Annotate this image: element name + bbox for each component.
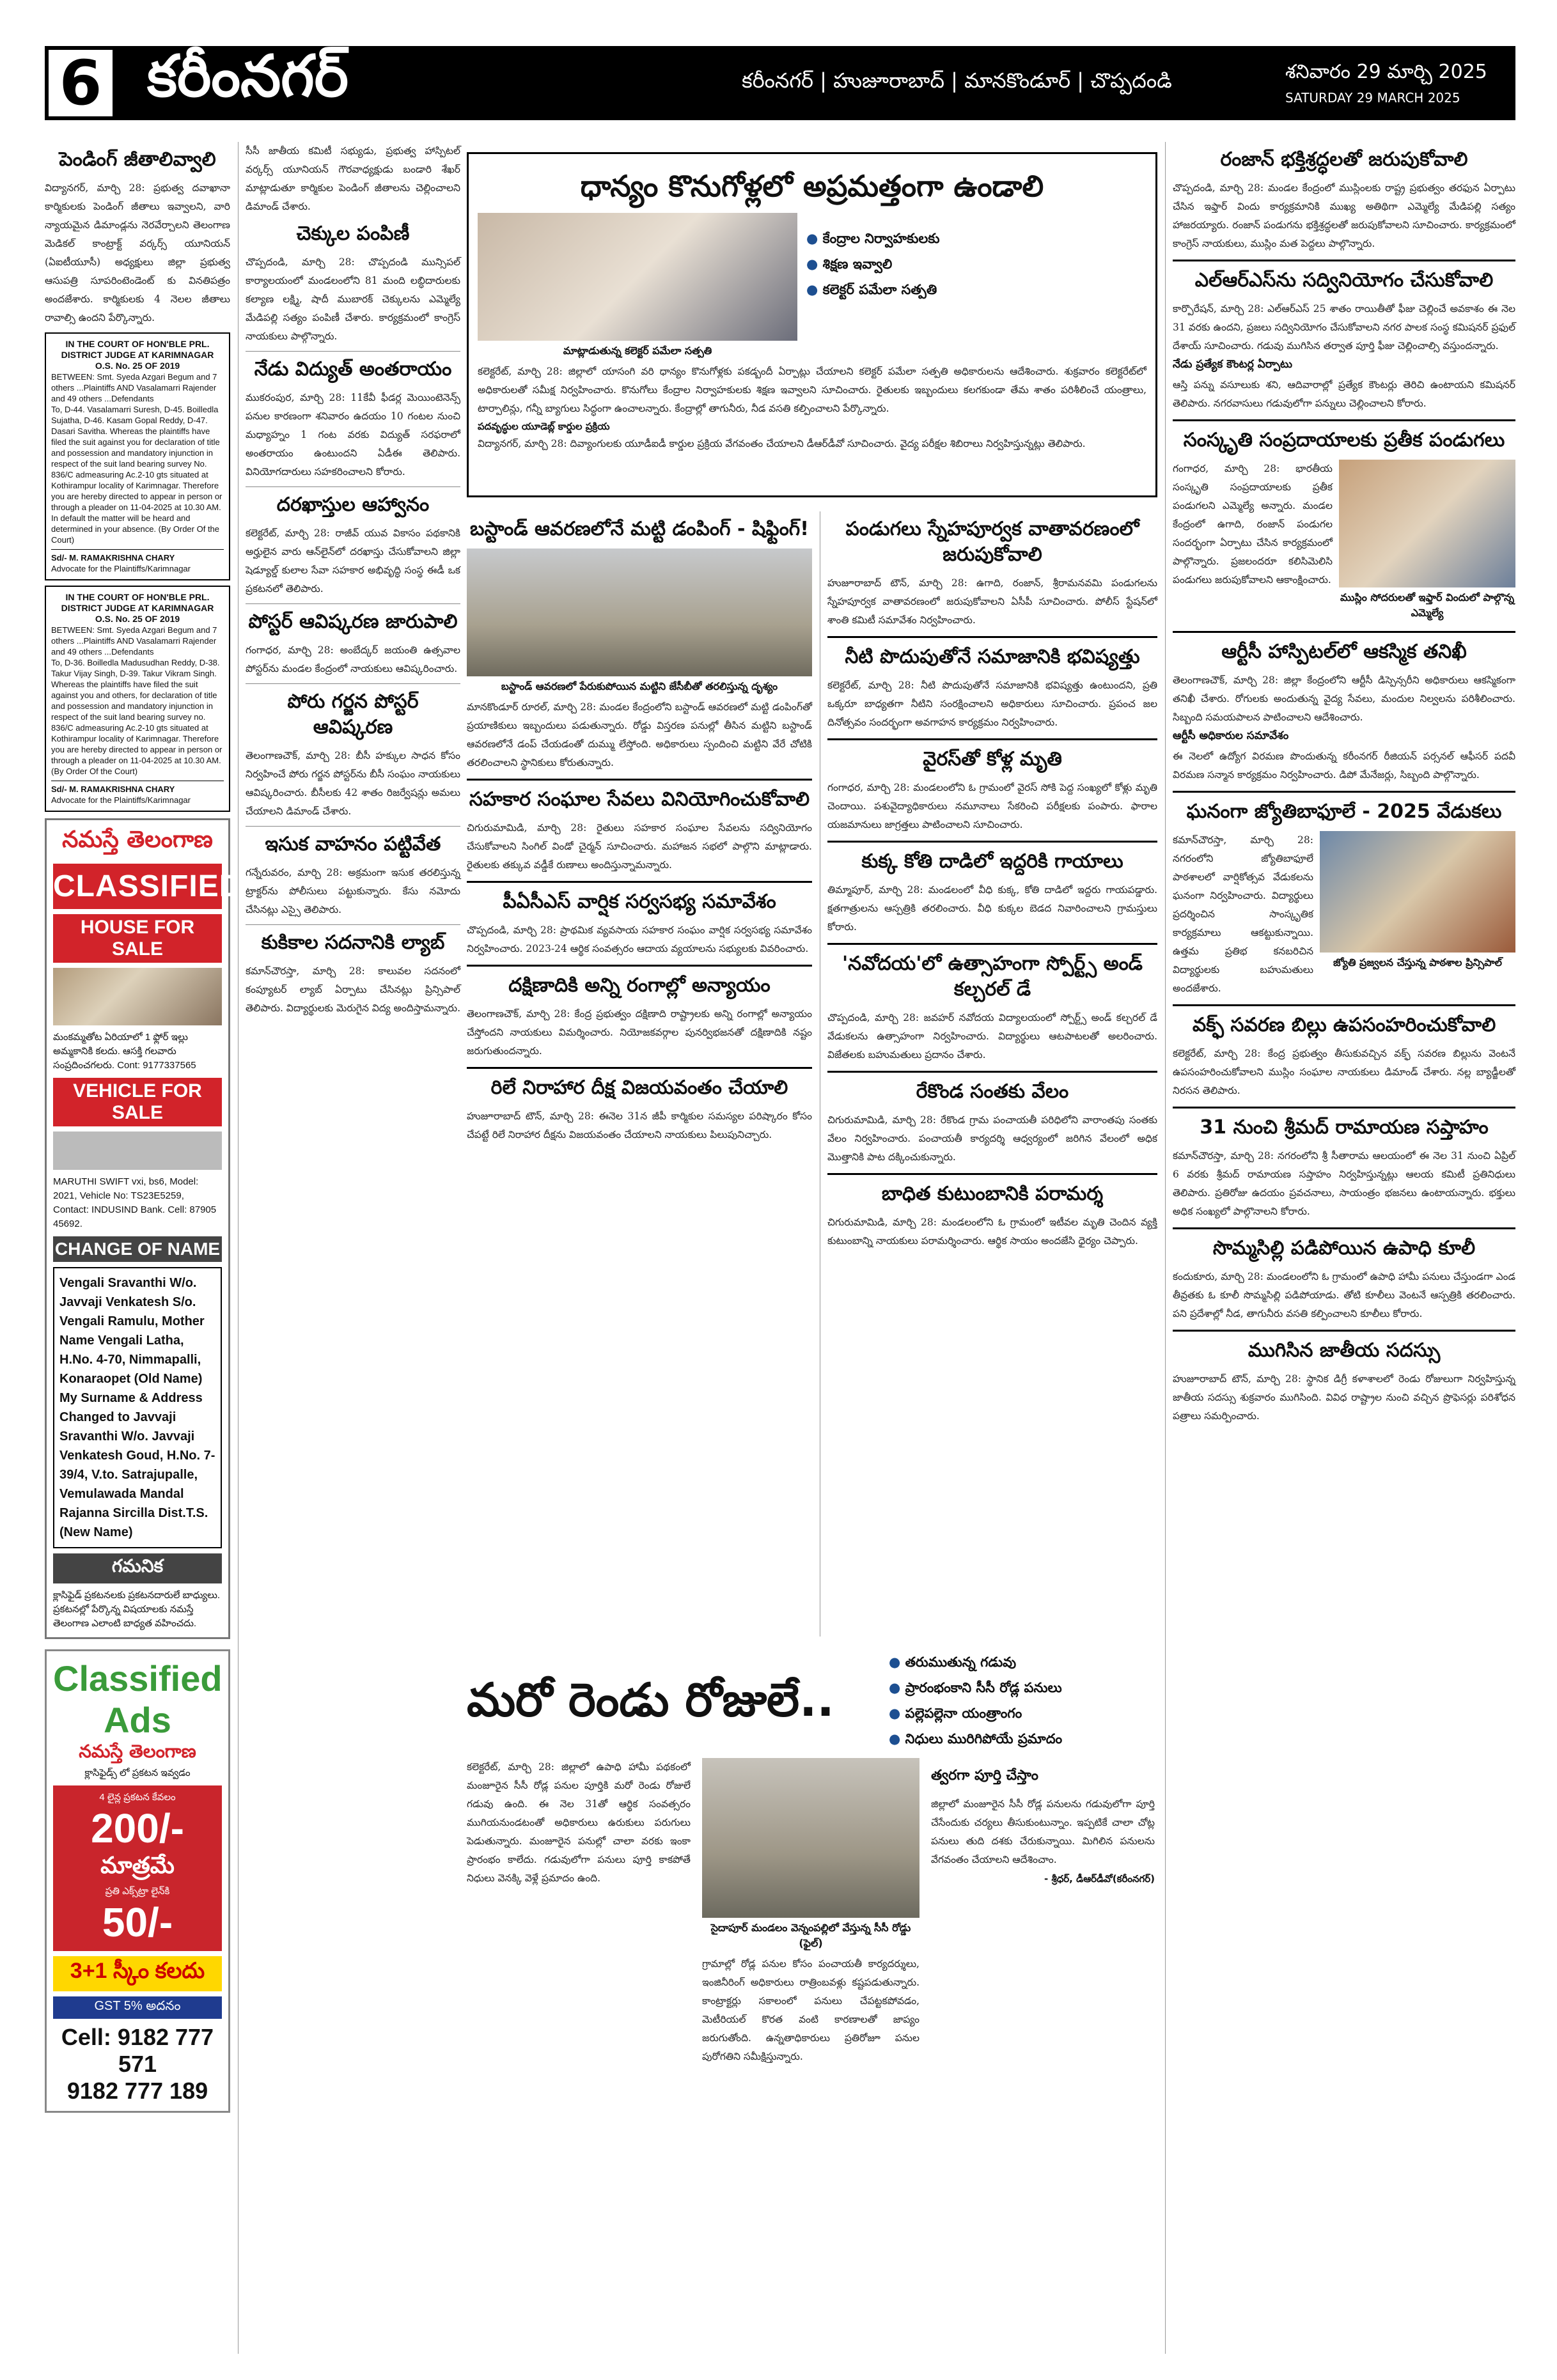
story-headline: 31 నుంచి శ్రీమద్ రామాయణ సప్తాహం [1200, 1116, 1489, 1139]
divider [246, 683, 460, 684]
story-body: చొప్పదండి, మార్చి 28: జవహర్ నవోదయ విద్యాలయంలో స్పోర్ట్స్ అండ్ కల్చరల్ డే వేడుకలను ఉత్సాహంగా నిర్వహించారు. విద్యార్థులు ఆటపాటలతో అలరించారు. విజేతలకు బహుమతులు ప్రదానం చేశారు. [827, 1012, 1157, 1061]
court-body: To, D-36. Boilledla Madusudhan Reddy, D-38. Takur Vijay Singh, D-39. Takur Vikram Singh. Whereas the plaintiffs have filed the suit against you and others, for declaration of title and possession and mandatory injunction in respect of the suit land bearing survey no. 836/C admeasuring Ac.2-10 gts situated at Kothirampur locality of Karimnagar. Therefore you are hereby directed to appear in person or through a pleader on 11-04-2025 at 10.30 AM. (By Order Of the Court) [51, 658, 223, 776]
gst-note: GST 5% అదనం [53, 1996, 222, 2019]
story-headline: వైరస్‌తో కోళ్ల మృతి [923, 748, 1062, 770]
divider [1173, 260, 1515, 261]
price-value: 200/- [91, 1805, 184, 1851]
story-body: తెలంగాణచౌక్, మార్చి 28: బీసీ హక్కుల సాధన కోసం నిర్వహించే పోరు గర్జన పోస్టర్‌ను బీసీ సంఘం నాయకులు ఆవిష్కరించారు. బీసీలకు 42 శాతం రిజర్వేషన్లు అమలు చేయాలని డిమాండ్ చేశారు. [246, 750, 460, 817]
divider [467, 779, 812, 781]
divider [246, 486, 460, 487]
story-body: ఆస్తి పన్ను వసూలుకు శని, ఆదివారాల్లో ప్రత్యేక కౌంటర్లు తెరిచి ఉంటాయని కమిషనర్ తెలిపారు. నగరవాసులు గడువులోగా పన్నులు చెల్లించాలని కోరారు. [1173, 379, 1515, 409]
divider [827, 841, 1157, 843]
section-title: కరీంనగర్ [147, 42, 348, 110]
story-headline: ఎల్ఆర్ఎస్‌ను సద్వినియోగం చేసుకోవాలి [1194, 269, 1494, 292]
bullet-item: ● శిక్షణ ఇవ్వాలి [806, 251, 1011, 277]
masthead [45, 42, 1515, 120]
column-divider [238, 142, 239, 2354]
story-headline: కుక్క కోతి దాడిలో ఇద్దరికి గాయాలు [861, 850, 1123, 873]
photo-caption: బస్టాండ్ ఆవరణలో పేరుకుపోయిన మట్టిని జేసీబీతో తరలిస్తున్న దృశ్యం [501, 680, 778, 692]
story-body: గంగాధర, మార్చి 28: అంబేద్కర్ జయంతి ఉత్సవాల పోస్టర్‌ను మండల కేంద్రంలో నాయకులు ఆవిష్కరించారు. [246, 644, 460, 674]
court-signature: Sd/- M. RAMAKRISHNA CHARY [51, 549, 224, 563]
story-headline: కుకికాల సదనానికి ల్యాబ్ [261, 931, 445, 954]
note-text: క్లాసిఫైడ్ ప్రకటనలకు ప్రకటనదారులే బాధ్యులు. ప్రకటనల్లో పేర్కొన్న విషయాలకు నమస్తే తెలంగాణ ఎలాంటి బాధ్యత వహించదు. [53, 1590, 221, 1629]
story-body: హుజూరాబాద్ టౌన్, మార్చి 28: స్థానిక డిగ్రీ కళాశాలలో రెండు రోజులుగా నిర్వహిస్తున్న జాతీయ సదస్సు శుక్రవారం ముగిసింది. వివిధ రాష్ట్రాల నుంచి వచ్చిన ప్రొఫెసర్లు పరిశోధన పత్రాలు సమర్పించారు. [1173, 1373, 1515, 1422]
story-body: చొప్పదండి, మార్చి 28: మండల కేంద్రంలో ముస్లింలకు రాష్ట్ర ప్రభుత్వం తరఫున ఏర్పాటు చేసిన ఇఫ్తార్ విందు కార్యక్రమానికి ముఖ్య అతిథిగా ఎమ్మెల్యే మేడిపల్లి సత్యం హాజరయ్యారు. రంజాన్ పండుగను భక్తిశ్రద్ధలతో జరుపుకోవాలని సూచించారు. కార్యక్రమంలో కాంగ్రెస్ నాయకులు, ముస్లిం మత పెద్దలు పాల్గొన్నారు. [1173, 182, 1515, 249]
promo-subtitle: క్లాసిఫైడ్స్ లో ప్రకటన ఇవ్వడం [84, 1768, 191, 1778]
bullet-item: ● పల్లెపల్లెనా యంత్రాంగం [889, 1700, 1157, 1726]
divider [827, 738, 1157, 740]
story-headline: పోస్టర్ ఆవిష్కరణ జారుపాలి [248, 611, 458, 633]
story-body: చిగురుమామిడి, మార్చి 28: రైతులు సహకార సంఘాల సేవలను సద్వినియోగం చేసుకోవాలని సింగిల్ విండో చైర్మన్ సూచించారు. మహాజన సభలో పాల్గొని మాట్లాడారు. రైతులకు తక్కువ వడ్డీకే రుణాలు అందిస్తున్నామన్నారు. [467, 822, 812, 871]
story-headline: పీఏసీఎస్ వార్షిక సర్వసభ్య సమావేశం [503, 891, 776, 913]
lead-story [467, 152, 1157, 497]
classified-box [45, 818, 242, 1639]
section-subtitle: కరీంనగర్ | హుజూరాబాద్ | మానకొండూర్ | చొప్పదండి [742, 68, 1172, 93]
school-event-photo [1320, 831, 1515, 953]
story-headline: ఇసుక వాహనం పట్టివేత [265, 833, 441, 855]
story-headline: పోరు గర్జన పోస్టర్ ఆవిష్కరణ [287, 690, 419, 738]
bullet-item: ● కేంద్రాల నిర్వాహకులకు [806, 226, 1011, 251]
story-body: కమాన్‌చౌరస్తా, మార్చి 28: నగరంలోని జ్యోతిబాఫూలే పాఠశాలలో వార్షికోత్సవ వేడుకలను ఘనంగా నిర్వహించారు. విద్యార్థులు ప్రదర్శించిన సాంస్కృతిక కార్యక్రమాలు ఆకట్టుకున్నాయి. ఉత్తమ ప్రతిభ కనబరిచిన విద్యార్థులకు బహుమతులు అందజేశారు. [1173, 834, 1313, 994]
extra-line-price: 50/- [102, 1899, 173, 1945]
story-body: ఈ నెలలో ఉద్యోగ విరమణ పొందుతున్న కరీంనగర్ రీజియన్ పర్సనల్ ఆఫీసర్ పదవీ విరమణ సన్మాన కార్యక్రమం నిర్వహించారు. డిపో మేనేజర్లు, సిబ్బంది పాల్గొన్నారు. [1173, 751, 1515, 781]
story-headline: నీటి పొదుపుతోనే సమాజానికి భవిష్యత్తు [845, 646, 1140, 668]
court-title: IN THE COURT OF HON'BLE PRL. DISTRICT JUDGE AT KARIMNAGAR [61, 592, 214, 613]
story-headline: 'నవోదయ'లో ఉత్సాహంగా స్పోర్ట్స్ అండ్ కల్చరల్ డే [841, 953, 1143, 1000]
story-body: కార్పొరేషన్, మార్చి 28: ఎల్ఆర్ఎస్ 25 శాతం రాయితీతో ఫీజు చెల్లించే అవకాశం ఈ నెల 31 వరకు ఉందని, ప్రజలు సద్వినియోగం చేసుకోవాలని నగర పాలక సంస్థ కమిషనర్ ప్రఫుల్ దేశాయ్ సూచించారు. గడువు ముగిసిన తర్వాత పూర్తి ఫీజు చెల్లించాల్సి వస్తుందన్నారు. [1173, 303, 1515, 352]
bullet-item: ● ప్రారంభంకాని సీసీ రోడ్ల పనులు [889, 1675, 1157, 1700]
car-photo [53, 1132, 222, 1170]
story-body: తిమ్మాపూర్, మార్చి 28: మండలంలో వీధి కుక్క, కోతి దాడిలో ఇద్దరు గాయపడ్డారు. క్షతగాత్రులను ఆస్పత్రికి తరలించారు. వీధి కుక్కల బెడద నివారించాలని గ్రామస్తులు కోరారు. [827, 884, 1157, 933]
story-body: గంగాధర, మార్చి 28: మండలంలోని ఓ గ్రామంలో వైరస్ సోకి పెద్ద సంఖ్యలో కోళ్లు మృతి చెందాయి. పశువైద్యాధికారులు నమూనాలు సేకరించి పరీక్షలకు పంపారు. ఫారాల యజమానులు జాగ్రత్తలు పాటించాలని సూచించారు. [827, 782, 1157, 830]
classified-banner: CLASSIFIED [53, 864, 222, 909]
divider [1173, 1107, 1515, 1108]
story-headline: దరఖాస్తుల ఆహ్వానం [276, 494, 430, 516]
court-role: Advocate for the Plaintiffs/Karimnagar [51, 564, 191, 573]
court-parties: BETWEEN: Smt. Syeda Azgari Begum and 7 others ...Plaintiffs AND Vasalamarri Rajender and 49 others ...Defendants [51, 625, 217, 657]
court-os: O.S. No. 25 OF 2019 [95, 361, 180, 371]
change-of-name-text: Vengali Sravanthi W/o. Javvaji Venkatesh S/o. Vengali Ramulu, Mother Name Vengali Latha, H.No. 4-70, Nimmapalli, Konaraopet (Old Name) My Surname & Address Changed to Javvaji Sravanthi W/o. Javvaji Venkatesh Goud, H.No. 7-39/4, V.to. Satrajupalle, Vemulawada Mandal Rajanna Sircilla Dist.T.S. (New Name) [53, 1267, 222, 1548]
court-notice [45, 332, 230, 580]
extra-line-label: ప్రతి ఎక్స్‌ట్రా లైన్‌కి [105, 1886, 170, 1897]
sub-headline: పదవృద్ధుల యూడెబ్ల్ కార్డుల ప్రక్రియ [478, 421, 610, 432]
sub-body: జిల్లాలో మంజూరైన సీసీ రోడ్ల పనులను గడువులోగా పూర్తి చేసేందుకు చర్యలు తీసుకుంటున్నాం. ఇప్పటికే చాలా చోట్ల పనులు తుది దశకు చేరుకున్నాయి. మిగిలిన పనులను వేగవంతం చేయాలని ఆదేశించాం. [931, 1798, 1155, 1865]
house-ad-text: మంకమ్మతోట ఏరియాలో 1 ఫ్లోర్ ఇల్లు అమ్మకానికి కలదు. ఆసక్తి గలవారు సంప్రదించగలరు. Cont: 9177337565 [53, 1032, 196, 1071]
court-body: To, D-44. Vasalamarri Suresh, D-45. Boilledla Sujatha, D-46. Kasam Gopal Reddy, D-47. Dasari Savitha. Whereas the plaintiffs have filed the suit against you for declaration of title and possession and mandatory injunction in respect of the suit land bearing survey No. 836/C admeasuring Ac.2-10 gts situated at Kothirampur locality of Karimnagar. Therefore you are hereby directed to appear in person or through a pleader on 11-04-2025 at 10.30 AM. In default the matter will be heard and determined in your absence. (By Order Of the Court) [51, 405, 223, 545]
classified-ads-logo: Classified Ads [53, 1658, 223, 1740]
divider [246, 351, 460, 352]
divider [246, 826, 460, 827]
story-body: గన్నేరువరం, మార్చి 28: అక్రమంగా ఇసుక తరలిస్తున్న ట్రాక్టర్‌ను పోలీసులు పట్టుకున్నారు. కేసు నమోదు చేసినట్లు ఎస్సై తెలిపారు. [246, 867, 460, 915]
story-headline: సొమ్మసిల్లి పడిపోయిన ఉపాధి కూలీ [1212, 1237, 1476, 1259]
court-signature: Sd/- M. RAMAKRISHNA CHARY [51, 781, 224, 795]
cc-road-photo [702, 1758, 919, 1918]
story-body: గ్రామాల్లో రోడ్ల పనుల కోసం పంచాయతీ కార్యదర్శులు, ఇంజినీరింగ్ అధికారులు రాత్రింబవళ్లు కష్టపడుతున్నారు. కాంట్రాక్టర్లు సకాలంలో పనులు చేపట్టకపోవడం, మెటీరియల్ కొరత వంటి కారణాలతో జాప్యం జరుగుతోంది. ఉన్నతాధికారులు ప్రతిరోజూ పనుల పురోగతిని సమీక్షిస్తున్నారు. [702, 1958, 919, 2062]
column-briefs [246, 142, 460, 1018]
story-body: కలెక్టరేట్, మార్చి 28: కేంద్ర ప్రభుత్వం తీసుకువచ్చిన వక్ఫ్ సవరణ బిల్లును వెంటనే ఉపసంహరించుకోవాలని ముస్లిం సంఘాల నాయకులు డిమాండ్ చేశారు. నల్ల బ్యాడ్జీలతో నిరసన తెలిపారు. [1173, 1048, 1515, 1096]
byline: - శ్రీధర్, డీఆర్‌డీవో(కరీంనగర్) [1044, 1873, 1155, 1885]
story-headline: దక్షిణాదికి అన్ని రంగాల్లో అన్యాయం [508, 974, 771, 997]
story-headline: బాధిత కుటుంబానికి పరామర్శ [881, 1183, 1104, 1205]
divider [1173, 1227, 1515, 1229]
price-suffix: మాత్రమే [100, 1852, 175, 1878]
story-headline: ముగిసిన జాతీయ సదస్సు [1248, 1339, 1441, 1362]
story-headline: పెండింగ్ జీతాలివ్వాలి [59, 148, 216, 171]
story-body: విద్యానగర్, మార్చి 28: ప్రభుత్వ దవాఖానా కార్మికులకు పెండింగ్ జీతాలు ఇవ్వాలని, వారి న్యాయమైన డిమాండ్లను నెరవేర్చాలని తెలంగాణ మెడికల్ కాంట్రాక్ట్ వర్కర్స్ యూనియన్ (ఏఐటీయూసీ) అధ్యక్షులు జిల్లా ప్రభుత్వ ఆసుపత్రి సూపరింటెండెంట్ కు వినతిపత్రం అందజేశారు. కార్మికులకు 4 నెలల జీతాలు రావాల్సి ఉందని పేర్కొన్నారు. [45, 182, 230, 323]
namasthe-telangana-logo: నమస్తే తెలంగాణ [62, 827, 213, 853]
court-title: IN THE COURT OF HON'BLE PRL. DISTRICT JUDGE AT KARIMNAGAR [61, 339, 214, 360]
divider [467, 1067, 812, 1069]
story-body: సీసీ జాతీయ కమిటీ సభ్యుడు, ప్రభుత్వ హాస్పిటల్ వర్కర్స్ యూనియన్ గౌరవాధ్యక్షుడు బండారి శేఖర్ మాట్లాడుతూ కార్మికుల పెండింగ్ జీతాలను చెల్లించాలని డిమాండ్ చేశారు. [246, 145, 460, 212]
divider [1173, 791, 1515, 793]
sub-headline: ఆర్టీసీ అధికారుల సమావేశం [1173, 729, 1289, 742]
column-mid-left [467, 511, 812, 1144]
divider [467, 881, 812, 883]
price-label: 4 లైన్ల ప్రకటన కేవలం [99, 1792, 176, 1803]
bottom-story [467, 1649, 1157, 2066]
promo-brand: నమస్తే తెలంగాణ [79, 1741, 196, 1762]
date-english: SATURDAY 29 MARCH 2025 [1285, 90, 1460, 105]
price-box [53, 1785, 222, 1951]
story-body: కలెక్టరేట్, మార్చి 28: రాజీవ్ యువ వికాసం పథకానికి అర్హులైన వారు ఆన్‌లైన్‌లో దరఖాస్తు చేసుకోవాలని జిల్లా షెడ్యూల్డ్ కులాల సేవా సహకార అభివృద్ధి సంస్థ ఈడీ ఒక ప్రకటనలో తెలిపారు. [246, 527, 460, 595]
bullet-item: ● తరుముతున్న గడువు [889, 1649, 1157, 1675]
contact-number-2: 9182 777 189 [67, 2078, 208, 2104]
photo-caption: సైదాపూర్ మండలం వెన్నంపల్లిలో వేస్తున్న సీసీ రోడ్డు (ఫైల్) [710, 1922, 911, 1949]
column-notices [45, 142, 242, 2113]
story-body: తెలంగాణచౌక్, మార్చి 28: జిల్లా కేంద్రంలోని ఆర్టీసీ డిస్పెన్సరీని అధికారులు ఆకస్మికంగా తనిఖీ చేశారు. రోగులకు అందుతున్న వైద్య సేవలు, మందుల నిల్వలను పరిశీలించారు. సిబ్బంది సమయపాలన పాటించాలని ఆదేశించారు. [1173, 674, 1515, 723]
divider [827, 1071, 1157, 1073]
column-divider [1165, 142, 1166, 2354]
court-parties: BETWEEN: Smt. Syeda Azgari Begum and 7 others ...Plaintiffs AND Vasalamarri Rajender and 49 others ...Defendants [51, 372, 217, 403]
story-body: చొప్పదండి, మార్చి 28: చొప్పదండి మున్సిపల్ కార్యాలయంలో మండలంలోని 81 మంది లబ్ధిదారులకు కల్యాణ లక్ష్మి, షాదీ ముబారక్ చెక్కులను ఎమ్మెల్యే మేడిపల్లి సత్యం పంపిణీ చేశారు. కార్యక్రమంలో కాంగ్రెస్ నాయకులు పాల్గొన్నారు. [246, 256, 460, 342]
story-headline: రిలే నిరాహార దీక్ష విజయవంతం చేయాలి [490, 1077, 788, 1099]
classified-ads-promo [45, 1649, 230, 2113]
divider [1173, 419, 1515, 421]
offer-badge: 3+1 స్కీం కలదు [53, 1956, 222, 1991]
story-headline: వక్ఫ్ సవరణ బిల్లు ఉపసంహరించుకోవాలి [1192, 1014, 1496, 1036]
house-for-sale-heading: HOUSE FOR SALE [53, 914, 222, 963]
court-notice [45, 586, 230, 812]
photo-caption: జ్యోతి ప్రజ్వలన చేస్తున్న పాఠశాల ప్రిన్సిపాల్ [1333, 956, 1502, 968]
story-body: హుజూరాబాద్ టౌన్, మార్చి 28: ఉగాది, రంజాన్, శ్రీరామనవమి పండుగలను స్నేహపూర్వక వాతావరణంలో జరుపుకోవాలని ఏసీపీ సూచించారు. పోలీస్ స్టేషన్‌లో శాంతి కమిటీ సమావేశం నిర్వహించారు. [827, 577, 1157, 626]
divider [246, 924, 460, 925]
divider [1173, 1330, 1515, 1332]
sub-body: విద్యానగర్, మార్చి 28: దివ్యాంగులకు యూడీఐడీ కార్డుల ప్రక్రియ వేగవంతం చేయాలని డీఆర్‌డీవో సూచించారు. వైద్య పరీక్షల శిబిరాలు నిర్వహిస్తున్నట్లు తెలిపారు. [478, 438, 1086, 449]
story-headline: సంస్కృతి సంప్రదాయాలకు ప్రతీక పండుగలు [1183, 429, 1505, 451]
change-of-name-heading: CHANGE OF NAME [53, 1236, 222, 1262]
dateline [1285, 61, 1496, 105]
house-photo [53, 968, 222, 1025]
divider [827, 943, 1157, 945]
divider [246, 603, 460, 604]
court-os: O.S. No. 25 OF 2019 [95, 614, 180, 624]
bottom-bullets [889, 1649, 1157, 1752]
lead-body: కలెక్టరేట్, మార్చి 28: జిల్లాలో యాసంగి వరి ధాన్యం కొనుగోళ్లకు పకడ్బందీ ఏర్పాట్లు చేయాలని కలెక్టర్ పమేలా సత్పతి అధికారులను ఆదేశించారు. శుక్రవారం కలెక్టరేట్‌లో అధికారులతో సమీక్ష నిర్వహించారు. కొనుగోలు కేంద్రాల నిర్వాహకులకు శిక్షణ ఇవ్వాలని సూచించారు. రైతులకు ఇబ్బందులు కలగకుండా తేమ శాతం పరిశీలించే యంత్రాలు, టార్పాలిన్లు, గన్నీ బ్యాగులు సిద్ధంగా ఉంచాలన్నారు. కేంద్రాల్లో తాగునీరు, నీడ వసతి కల్పించాలని పేర్కొన్నారు. [478, 366, 1146, 414]
lead-headline: ధాన్యం కొనుగోళ్లలో అప్రమత్తంగా ఉండాలి [580, 169, 1044, 203]
story-body: చిగురుమామిడి, మార్చి 28: మండలంలోని ఓ గ్రామంలో ఇటీవల మృతి చెందిన వ్యక్తి కుటుంబాన్ని నాయకులు పరామర్శించారు. ఆర్థిక సాయం అందజేసి ధైర్యం చెప్పారు. [827, 1217, 1157, 1247]
story-body: తెలంగాణచౌక్, మార్చి 28: కేంద్ర ప్రభుత్వం దక్షిణాది రాష్ట్రాలకు అన్ని రంగాల్లో అన్యాయం చేస్తోందని నాయకులు విమర్శించారు. నియోజకవర్గాల పునర్విభజనతో దక్షిణాదికి నష్టం జరుగుతుందన్నారు. [467, 1008, 812, 1057]
story-body: ముకరంపుర, మార్చి 28: 11కేవీ ఫీడర్ల మెయింటెనెన్స్ పనుల కారణంగా శనివారం ఉదయం 10 గంటల నుంచి మధ్యాహ్నం 1 గంట వరకు విద్యుత్ సరఫరాలో అంతరాయం ఉంటుందని ఏడీఈ తెలిపారు. వినియోగదారులు సహకరించాలని కోరారు. [246, 392, 460, 478]
bullet-item: ● కలెక్టర్ పమేలా సత్పతి [806, 277, 1011, 302]
divider [1173, 1004, 1515, 1006]
bus-stand-photo [467, 548, 812, 676]
vehicle-ad-text: MARUTHI SWIFT vxi, bs6, Model: 2021, Vehicle No: TS23E5259, Contact: INDUSIND Bank. Cell: 87905 45692. [53, 1176, 217, 1229]
story-body: మానకొండూర్ రూరల్, మార్చి 28: మండల కేంద్రంలోని బస్టాండ్ ఆవరణలో మట్టి డంపింగ్‌తో ప్రయాణికులు ఇబ్బందులు పడుతున్నారు. రోడ్డు విస్తరణ పనుల్లో తీసిన మట్టిని బస్టాండ్ ఆవరణలోనే డంప్ చేయడంతో దుమ్ము లేస్తోంది. అధికారులు స్పందించి మట్టిని వేరే చోటికి తరలించాలని స్థానికులు కోరుతున్నారు. [467, 701, 812, 768]
story-headline: బస్టాండ్ ఆవరణలోనే మట్టి డంపింగ్ - షిఫ్టింగ్! [470, 518, 809, 540]
divider [467, 965, 812, 967]
story-headline: రేకొండ సంతకు వేలం [916, 1080, 1069, 1103]
column-mid-right [827, 511, 1157, 1250]
bottom-headline: మరో రెండు రోజులే.. [467, 1673, 834, 1727]
divider [827, 1173, 1157, 1175]
lead-bullets [806, 213, 1011, 362]
sub-headline: నేడు ప్రత్యేక కౌంటర్ల ఏర్పాటు [1173, 358, 1293, 371]
vehicle-for-sale-heading: VEHICLE FOR SALE [53, 1078, 222, 1126]
divider [1173, 631, 1515, 633]
story-body: కలెక్టరేట్, మార్చి 28: నీటి పొదుపుతోనే సమాజానికి భవిష్యత్తు ఉంటుందని, ప్రతి ఒక్కరూ బాధ్యతగా నీటిని సంరక్షించాలని అధికారులు సూచించారు. ప్రపంచ జల దినోత్సవం సందర్భంగా అవగాహన కార్యక్రమం నిర్వహించారు. [827, 680, 1157, 728]
note-heading: గమనిక [53, 1553, 222, 1583]
court-role: Advocate for the Plaintiffs/Karimnagar [51, 795, 191, 805]
photo-caption: ముస్లిం సోదరులతో ఇఫ్తార్ విందులో పాల్గొన్న ఎమ్మెల్యే [1340, 591, 1514, 619]
story-headline: నేడు విద్యుత్ అంతరాయం [254, 358, 452, 380]
story-body: చిగురుమామిడి, మార్చి 28: రేకొండ గ్రామ పంచాయతీ పరిధిలోని వారాంతపు సంతకు వేలం నిర్వహించారు. పంచాయతీ కార్యదర్శి ఆధ్వర్యంలో జరిగిన వేలంలో అధిక మొత్తానికి పాట దక్కించుకున్నారు. [827, 1114, 1157, 1163]
story-body: కలెక్టరేట్, మార్చి 28: జిల్లాలో ఉపాధి హామీ పథకంలో మంజూరైన సీసీ రోడ్ల పనుల పూర్తికి మరో రెండు రోజులే గడువు ఉంది. ఈ నెల 31తో ఆర్థిక సంవత్సరం ముగియనుండటంతో అధికారులు ఉరుకులు పరుగులు పెడుతున్నారు. మంజూరైన పనుల్లో చాలా వరకు ఇంకా ప్రారంభం కాలేదు. గడువులోగా పనులు పూర్తి కాకపోతే నిధులు వెనక్కి వెళ్లే ప్రమాదం ఉంది. [467, 1761, 691, 1884]
contact-number: Cell: 9182 777 571 [61, 2024, 214, 2077]
story-headline: ఆర్టీసీ హాస్పిటల్‌లో ఆకస్మిక తనిఖీ [1221, 641, 1467, 663]
story-body: చొప్పదండి, మార్చి 28: ప్రాథమిక వ్యవసాయ సహకార సంఘం వార్షిక సర్వసభ్య సమావేశం నిర్వహించారు. 2023-24 ఆర్థిక సంవత్సరం ఆదాయ వ్యయాలను సభ్యులకు వివరించారు. [467, 924, 812, 954]
story-body: కమాన్‌చౌరస్తా, మార్చి 28: కాలువల సదనంలో కంప్యూటర్ ల్యాబ్ ఏర్పాటు చేసినట్లు ప్రిన్సిపాల్ తెలిపారు. విద్యార్థులకు మెరుగైన విద్య అందిస్తామన్నారు. [246, 965, 461, 1014]
story-body: కమాన్‌చౌరస్తా, మార్చి 28: నగరంలోని శ్రీ సీతారామ ఆలయంలో ఈ నెల 31 నుంచి ఏప్రిల్ 6 వరకు శ్రీమద్ రామాయణ సప్తాహం నిర్వహిస్తున్నట్లు ఆలయ కమిటీ ప్రతినిధులు తెలిపారు. ప్రతిరోజు ఉదయం ప్రవచనాలు, సాయంత్రం భజనలు ఉంటాయన్నారు. భక్తులు అధిక సంఖ్యలో పాల్గొనాలని కోరారు. [1173, 1150, 1515, 1217]
divider [827, 636, 1157, 638]
story-body: కందుకూరు, మార్చి 28: మండలంలోని ఓ గ్రామంలో ఉపాధి హామీ పనులు చేస్తుండగా ఎండ తీవ్రతకు ఓ కూలీ సొమ్మసిల్లి పడిపోయాడు. తోటి కూలీలు వెంటనే ఆస్పత్రికి తరలించారు. పని ప్రదేశాల్లో నీడ, తాగునీరు వసతి కల్పించాలని కూలీలు కోరారు. [1173, 1271, 1515, 1319]
story-headline: పండుగలు స్నేహపూర్వక వాతావరణంలో జరుపుకోవాలి [845, 518, 1139, 566]
date-telugu: శనివారం 29 మార్చి 2025 [1285, 61, 1487, 83]
story-headline: సహకార సంఘాల సేవలు వినియోగించుకోవాలి [469, 788, 810, 811]
page-number: 6 [45, 46, 116, 120]
iftar-photo [1339, 460, 1515, 587]
column-right [1173, 142, 1515, 1426]
story-headline: చెక్కుల పంపిణీ [296, 222, 410, 245]
story-body: గంగాధర, మార్చి 28: భారతీయ సంస్కృతి సంప్రదాయాలకు ప్రతీక పండుగలని ఎమ్మెల్యే అన్నారు. మండల కేంద్రంలో ఉగాది, రంజాన్ పండుగల సందర్భంగా ఏర్పాటు చేసిన కార్యక్రమంలో పాల్గొన్నారు. ప్రజలందరూ కలిసిమెలిసి పండుగలు జరుపుకోవాలని ఆకాంక్షించారు. [1173, 463, 1333, 586]
photo-caption: మాట్లాడుతున్న కలెక్టర్ పమేలా సత్పతి [563, 345, 712, 357]
story-body: హుజూరాబాద్ టౌన్, మార్చి 28: ఈనెల 31న జీపీ కార్మికుల సమస్యల పరిష్కారం కోసం చేపట్టే రిలే నిరాహార దీక్షను విజయవంతం చేయాలని నాయకులు పిలుపునిచ్చారు. [467, 1110, 812, 1140]
bullet-item: ● నిధులు మురిగిపోయే ప్రమాదం [889, 1726, 1157, 1752]
story-headline: ఘనంగా జ్యోతిబాఫూలే - 2025 వేడుకలు [1186, 800, 1502, 823]
story-headline: రంజాన్ భక్తిశ్రద్ధలతో జరుపుకోవాలి [1220, 148, 1468, 171]
sub-headline: త్వరగా పూర్తి చేస్తాం [931, 1768, 1038, 1784]
lead-photo [478, 213, 797, 341]
